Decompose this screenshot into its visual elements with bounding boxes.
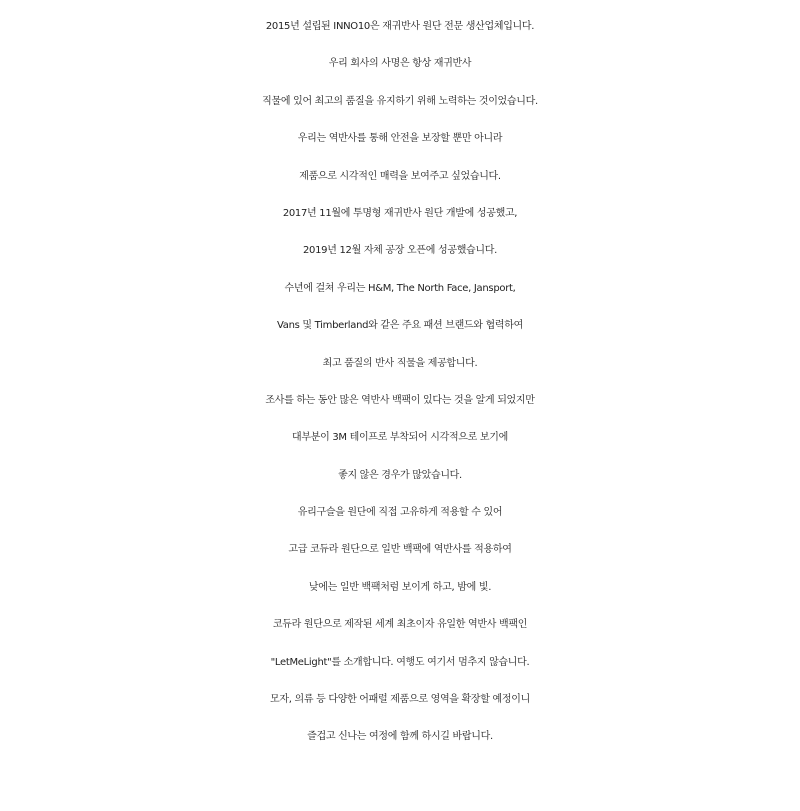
intro-line: 낮에는 일반 백팩처럼 보이게 하고, 밤에 빛. (308, 581, 492, 593)
intro-line: 즐겁고 신나는 여정에 함께 하시길 바랍니다. (307, 731, 493, 743)
intro-line: 우리 회사의 사명은 항상 재귀반사 (328, 58, 472, 70)
intro-line: 좋지 않은 경우가 많았습니다. (338, 469, 462, 481)
intro-line: 제품으로 시각적인 매력을 보여주고 싶었습니다. (299, 170, 501, 182)
intro-line: 조사를 하는 동안 많은 역반사 백팩이 있다는 것을 알게 되었지만 (265, 394, 535, 406)
intro-line: 2015년 설립된 INNO10은 재귀반사 원단 전문 생산업체입니다. (265, 21, 535, 32)
intro-line: Vans 및 Timberland와 같은 주요 패션 브랜드와 협력하여 (277, 320, 523, 332)
intro-line: 대부분이 3M 테이프로 부착되어 시각적으로 보기에 (292, 432, 508, 444)
intro-line: 직물에 있어 최고의 품질을 유지하기 위해 노력하는 것이었습니다. (262, 95, 538, 107)
intro-line: "LetMeLight"를 소개합니다. 여행도 여기서 멈추지 않습니다. (270, 656, 530, 668)
intro-line: 최고 품질의 반사 직물을 제공합니다. (322, 357, 478, 369)
intro-line: 모자, 의류 등 다양한 어패럴 제품으로 영역을 확장할 예정이니 (270, 694, 530, 706)
intro-line: 2017년 11월에 투명형 재귀반사 원단 개발에 성공했고, (282, 207, 518, 219)
intro-line: 2019년 12월 자체 공장 오픈에 성공했습니다. (302, 245, 498, 257)
intro-line: 유리구슬을 원단에 직접 고유하게 적용할 수 있어 (297, 507, 503, 519)
intro-line: 수년에 걸쳐 우리는 H&M, The North Face, Jansport, (284, 282, 516, 294)
intro-line: 코듀라 원단으로 제작된 세계 최초이자 유일한 역반사 백팩인 (272, 619, 528, 631)
intro-line: 고급 코듀라 원단으로 일반 백팩에 역반사를 적용하여 (288, 544, 512, 556)
intro-line: 우리는 역반사를 통해 안전을 보장할 뿐만 아니라 (297, 133, 503, 145)
